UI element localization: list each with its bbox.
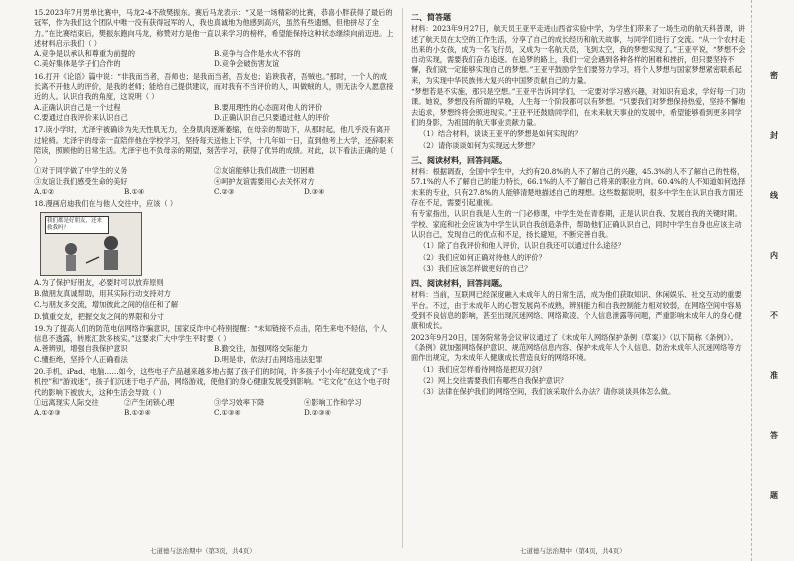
material-text: 材料：根据调查，全国中学生中，大约有20.8%的人不了解自己的兴趣，45.3%的人不了解自己的性格，57.1%的人不了解自己的能力特长，66.1%的人不了解自己将来的职业方向。60.4%的人不知道如何选择未来的专业，只有27.8%的人能够清楚地描述自己的理想。这些数据说明，很多中学生在认识自我方面还存在不足，需要引起重视。 [411, 167, 746, 208]
question-20 [34, 367, 394, 418]
material-text: 材料：2023年9月27日，航天员王亚平走进山西省实验中学，为学生们带来了一场生动的航天科普课，讲述了航天员在太空的工作生活，分享了自己的成长经历和航天故事，与同学们进行了交流。“从一个农村走出来的小女孩，成为一名飞行员，又成为一名航天员，飞到太空，我的梦想实现了。”王亚平说，“梦想不会自动实现，需要我们奋力追逐。在追梦的路上，我们一定会遇到各种各样的困难和挫折，但只要坚持不懈，我们就一定能够实现自己的梦想。”王亚平鼓励学生们要努力学习，将个人梦想与国家梦想紧密联系起来，为实现中华民族伟大复兴的中国梦贡献自己的力量。 [411, 24, 746, 85]
right-column [411, 8, 746, 399]
seal-char: 密 [770, 70, 778, 80]
options [34, 103, 394, 124]
answer-choices [34, 408, 394, 418]
statement-1: ①对于同学做了中学生的义务 [34, 166, 128, 176]
choice-b: B.①②④ [124, 408, 151, 418]
statement-2: ②友谊能够让我们战胜一切困难 [214, 166, 315, 176]
material-text: “梦想若是不实施，那只是空想。”王亚平告诉同学们，一定要对学习感兴趣，对知识有追求，学好每一门功课。她说，梦想没有所谓的早晚，人生每一个阶段都可以有梦想。“只要我们对梦想保持热爱，坚持不懈地去追求，梦想终将会照进现实。”王亚平还鼓励同学们，在未来航天事业的发展中，希望能够看到更多同学们的身影，为祖国的航天事业贡献力量。 [411, 87, 746, 127]
seal-char: 题 [770, 490, 778, 500]
option-c: C.懂拒绝，坚持个人正确看法 [34, 354, 128, 364]
statements [34, 398, 394, 408]
statement-1: ①远离现实人际交往 [34, 397, 99, 407]
page-footer-left: 七道德与法治期中（第3页，共4页） [150, 547, 256, 555]
question-18 [34, 199, 394, 321]
answer-choices [34, 187, 394, 197]
option-c: C.美好集体是学子们合作的 [34, 59, 121, 69]
seal-char: 不 [770, 310, 778, 320]
choice-a: A.①②③ [34, 408, 61, 418]
material-text: 2023年9月20日，国务院常务会议审议通过了《未成年人网络保护条例（草案）》（以下简称《条例》）。《条例》就加强网络保护意识、规范网络信息内容、保护未成年人个人信息、防治未成年人沉迷网络等方面作出规定，为未成年人健康成长营造良好的网络环境。 [411, 332, 742, 363]
sub-question: （1）结合材料，谈谈王亚平的梦想是如何实现的？ [419, 129, 582, 139]
statement-3: ③友谊让我们感受生命的美好 [34, 176, 128, 186]
option-a: A.善辨别，增强自我保护意识 [34, 344, 128, 354]
seal-char: 答 [770, 430, 778, 440]
option-b: B.竞争与合作是水火不容的 [214, 49, 301, 59]
sub-question: （1）我们应怎样看待网络是把双刃剑？ [419, 364, 546, 374]
sub-question: （2）网上交往需要我们有哪些自我保护意识？ [419, 375, 568, 385]
sub-question: （2）请你谈谈如何为实现远大梦想？ [419, 140, 539, 150]
material-text: 材料：当前，互联网已经深度融入未成年人的日常生活，成为他们获取知识、休闲娱乐、社交互动的重要平台。不过，由于未成年人的心智发展尚不成熟，辨别能力和自我控制能力相对较弱，在网络空间中容易受到不良信息的影响，甚至出现沉迷网络、网络欺凌、个人信息泄露等问题，严重影响未成年人的身心健康和成长。 [411, 290, 742, 331]
option-a: A.为了保护好朋友，必要时可以放弃原则 [34, 277, 164, 287]
question-stem: 17.读小学时，尤泽宇被确诊为先天性肌无力，全身肌肉逐渐萎缩，在母亲的帮助下，从那时起，他几乎没有离开过轮椅。尤泽宇的母亲一直陪伴他在学校学习，坚持每天送他上下学，十几年如一日，直到他考上大学，还辞职来陪读，照顾他的日常生活。尤泽宇也不负母亲的期望，刻苦学习，获得了优异的成绩。对此，以下看法正确的是（ ） [34, 125, 394, 166]
statement-2: ②产生闭锁心理 [124, 397, 175, 407]
option-d: D.慎重交友，把握交友之间的界限和分寸 [34, 311, 164, 321]
options [34, 344, 394, 365]
option-d: D.明是非，依法打击网络违法犯罪 [214, 354, 323, 364]
section-heading: 二、简答题 [411, 12, 451, 22]
choice-b: B.①④ [124, 187, 145, 197]
option-c: C.与朋友多交流，增加彼此之间的信任和了解 [34, 300, 179, 310]
section-heading: 四、阅读材料，回答问题。 [411, 278, 507, 289]
option-d: D.正确认识自己只要通过他人的评价 [214, 112, 330, 122]
statement-4: ④呵护友谊需要用心去关怀对方 [214, 176, 315, 186]
question-stem: 19.为了提高人们的防范电信网络诈骗意识，国家反诈中心特别提醒：“未知链接不点击，陌生来电不轻信，个人信息不透露，转账汇款多核实。”这要求广大中学生平时要（ ） [34, 323, 387, 344]
question-stem: 16.打开《论语》篇中说：“非我而当者，吾师也；是我而当者，吾友也；谄谀我者，吾贼也。”那时，一个人的成长离不开他人的评价，是我的老师；能给自己提供建议，而对我有不当评价的人，叫做贼的人，则无法令人愿意接近的人。认识自我的角度，这说明（ ） [34, 71, 394, 102]
choice-c: C.②③ [214, 187, 235, 197]
question-17 [34, 125, 394, 197]
seal-char: 封 [770, 130, 778, 140]
question-stem: 20.手机、iPad、电脑……如今，这些电子产品越来越多地占据了孩子们的时间，许多孩子小小年纪就变成了“手机控”和“游戏迷”，孩子们沉迷于电子产品，网络游戏，使他们的身心健康发展受到影响。“宅文化”在这个电子时代的影响下被放大，这种生活会导致（ ） [34, 367, 391, 397]
question-19 [34, 324, 394, 365]
question-16 [34, 72, 394, 123]
option-d: D.竞争会破伤害友谊 [214, 59, 280, 69]
seal-char: 内 [770, 250, 778, 260]
question-22 [411, 167, 746, 274]
sub-question: （1）除了自我评价和他人评价，认识自我还可以通过什么途径？ [419, 241, 625, 251]
seal-char: 准 [770, 370, 778, 380]
choice-d: D.③④ [304, 187, 325, 197]
column-divider [402, 8, 403, 548]
option-b: B.要用理性的心态面对他人的评价 [214, 102, 323, 112]
page-footer-right: 七道德与法治期中（第4页，共4页） [520, 547, 626, 555]
question-stem: 18.漫画启迪我们在与他人交往中，应该（ ） [34, 199, 178, 209]
material-text: 有专家指出，认识自我是人生的一门必修课，中学生处在青春期，正是认识自我、发展自我的关键时期。学校、家庭和社会应该为中学生认识自我创造条件，帮助他们正确认识自己，同时中学生自身也应该主动认识自己，发现自己的优点和不足，扬长避短，不断完善自我。 [411, 209, 742, 239]
question-15 [34, 8, 394, 70]
seal-char: 线 [770, 190, 778, 200]
comic-illustration [40, 212, 142, 276]
statement-4: ④影响工作和学习 [304, 397, 362, 407]
choice-c: C.①③④ [214, 408, 241, 418]
question-stem: 15.2023年7月男单比赛中，马龙2-4不敌樊振东。赛后马龙表示：“又是一场精彩的比赛，恭喜小胖获得了最后的冠军，作为我们这个团队中唯一没有获得冠军的人，我也真诚地为他感到高兴，虽然有些遗憾，但他拼尽了全力。”在比赛结束后，樊振东跑向马龙，称赞对方是他一直以来学习的榜样，希望能保持这种状态继续向前迈进。上述材料启示我们（ ） [34, 8, 394, 48]
binding-margin [751, 0, 794, 561]
statement-3: ③学习效率下降 [214, 397, 265, 407]
option-b: B.勤交往，加强网络交际能力 [214, 344, 308, 354]
option-a: A.正确认识自己是一个过程 [34, 102, 121, 112]
question-21 [411, 24, 746, 151]
option-a: A.竞争是以承认和尊重为前提的 [34, 49, 135, 59]
question-23 [411, 290, 746, 397]
section-heading: 三、阅读材料，回答问题。 [411, 154, 507, 165]
sub-question: （3）法律在保护我们的网络空间，我们该采取什么办法？请你谈谈具体怎么做。 [419, 387, 676, 397]
options [34, 49, 394, 70]
comic-caption: 我们都是好朋友，还来救我吗？ [45, 216, 109, 234]
option-b: B.做朋友真诚帮助，用其实际行动支持对方 [34, 288, 171, 298]
option-c: C.要通过自我评价来认识自己 [34, 112, 128, 122]
choice-d: D.②③④ [304, 408, 332, 418]
left-column [34, 8, 394, 421]
sub-question: （2）我们应如何正确对待他人的评价？ [419, 252, 546, 262]
sub-question: （3）我们应该怎样做更好的自己？ [419, 263, 532, 273]
statements [34, 166, 394, 187]
choice-a: A.①② [34, 187, 55, 197]
